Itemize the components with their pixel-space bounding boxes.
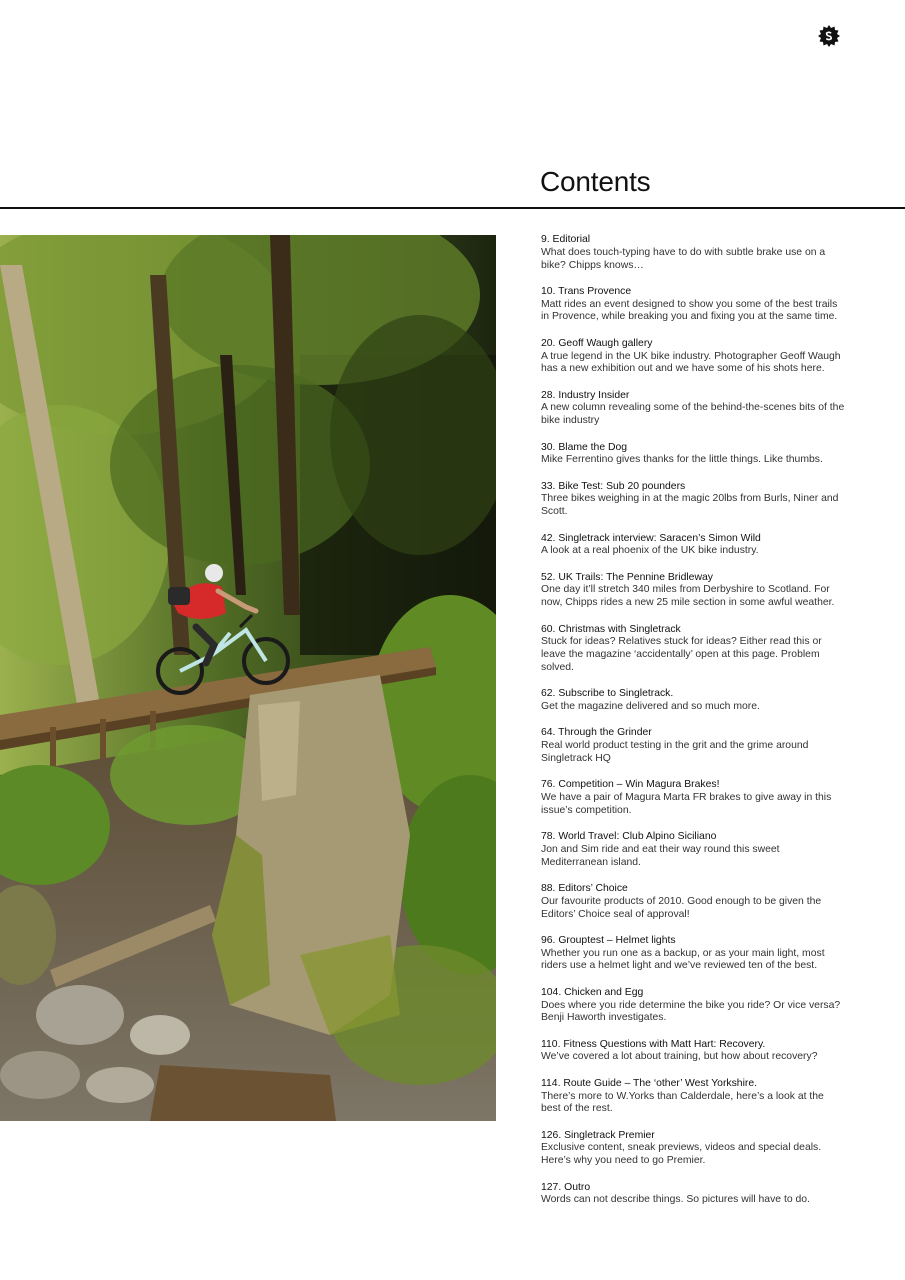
contents-entry[interactable]	[541, 987, 846, 1025]
entry-heading: 52. UK Trails: The Pennine Bridleway	[541, 571, 713, 583]
contents-entry[interactable]	[541, 1039, 846, 1065]
contents-entry[interactable]	[541, 624, 846, 675]
entry-heading: 104. Chicken and Egg	[541, 986, 644, 998]
entry-description: Whether you run one as a backup, or as your main light, most riders use a helmet light and we’ve reviewed ten of the best.	[541, 947, 825, 972]
title-divider	[0, 207, 905, 209]
entry-description: What does touch-typing have to do with subtle brake use on a bike? Chipps knows…	[541, 246, 826, 271]
entry-heading: 28. Industry Insider	[541, 389, 630, 401]
contents-list	[541, 234, 846, 1221]
entry-heading: 62. Subscribe to Singletrack.	[541, 688, 674, 700]
entry-description: Our favourite products of 2010. Good enough to be given the Editors’ Choice seal of approval!	[541, 895, 822, 920]
entry-heading: 60. Christmas with Singletrack	[541, 623, 681, 635]
entry-description: Stuck for ideas? Relatives stuck for ideas? Either read this or leave the magazine ‘accidentally’ open at this page. Problem solved.	[541, 636, 822, 673]
entry-heading: 110. Fitness Questions with Matt Hart: Recovery.	[541, 1038, 766, 1050]
entry-heading: 88. Editors’ Choice	[541, 882, 628, 894]
contents-entry[interactable]	[541, 727, 846, 765]
entry-description: We have a pair of Magura Marta FR brakes to give away in this issue’s competition.	[541, 792, 832, 816]
entry-heading: 30. Blame the Dog	[541, 441, 628, 453]
entry-description: Exclusive content, sneak previews, videos and special deals. Here’s why you need to go Premier.	[541, 1142, 822, 1167]
contents-entry[interactable]	[541, 779, 846, 817]
forest-biker-photo	[0, 235, 496, 1121]
page-title: Contents	[540, 166, 651, 197]
singletrack-logo-icon	[817, 24, 841, 48]
entry-description: A new column revealing some of the behind-the-scenes bits of the bike industry	[541, 402, 845, 427]
entry-description: Mike Ferrentino gives thanks for the little things. Like thumbs.	[541, 454, 823, 466]
contents-entry[interactable]	[541, 338, 846, 376]
contents-entry[interactable]	[541, 831, 846, 869]
entry-heading: 78. World Travel: Club Alpino Siciliano	[541, 831, 717, 843]
contents-entry[interactable]	[541, 533, 846, 559]
entry-heading: 64. Through the Grinder	[541, 727, 652, 739]
entry-heading: 20. Geoff Waugh gallery	[541, 337, 653, 349]
entry-heading: 9. Editorial	[541, 234, 591, 245]
entry-description: Words can not describe things. So pictures will have to do.	[541, 1194, 810, 1206]
entry-description: Three bikes weighing in at the magic 20lbs from Burls, Niner and Scott.	[541, 493, 839, 518]
contents-entry[interactable]	[541, 481, 846, 519]
contents-entry[interactable]	[541, 572, 846, 610]
entry-description: We’ve covered a lot about training, but how about recovery?	[541, 1051, 818, 1063]
contents-entry[interactable]	[541, 688, 846, 714]
entry-heading: 10. Trans Provence	[541, 285, 632, 297]
contents-entry[interactable]	[541, 883, 846, 921]
entry-description: Jon and Sim ride and eat their way round this sweet Mediterranean island.	[541, 843, 780, 868]
entry-description: Does where you ride determine the bike you ride? Or vice versa? Benji Haworth investigates.	[541, 999, 841, 1024]
entry-heading: 42. Singletrack interview: Saracen’s Simon Wild	[541, 532, 761, 544]
contents-entry[interactable]	[541, 234, 846, 272]
entry-description: There’s more to W.Yorks than Calderdale, here’s a look at the best of the rest.	[541, 1090, 824, 1115]
contents-entry[interactable]	[541, 1078, 846, 1116]
contents-entry[interactable]	[541, 442, 846, 468]
entry-heading: 114. Route Guide – The ‘other’ West Yorkshire.	[541, 1077, 758, 1089]
entry-heading: 96. Grouptest – Helmet lights	[541, 934, 676, 946]
entry-description: Get the magazine delivered and so much more.	[541, 701, 760, 713]
entry-description: A true legend in the UK bike industry. Photographer Geoff Waugh has a new exhibition out and we have some of his shots here.	[541, 350, 841, 375]
entry-heading: 76. Competition – Win Magura Brakes!	[541, 779, 720, 791]
entry-heading: 33. Bike Test: Sub 20 pounders	[541, 480, 686, 492]
contents-entry[interactable]	[541, 935, 846, 973]
entry-heading: 126. Singletrack Premier	[541, 1129, 655, 1141]
entry-description: One day it’ll stretch 340 miles from Derbyshire to Scotland. For now, Chipps rides a new 25 mile section in some awful weather.	[541, 584, 835, 609]
contents-entry[interactable]	[541, 390, 846, 428]
contents-entry[interactable]	[541, 1182, 846, 1208]
entry-description: Matt rides an event designed to show you some of the best trails in Provence, while breaking you and fixing you at the same time.	[541, 298, 838, 323]
entry-description: Real world product testing in the grit and the grime around Singletrack HQ	[541, 740, 809, 764]
entry-heading: 127. Outro	[541, 1181, 591, 1193]
entry-description: A look at a real phoenix of the UK bike industry.	[541, 545, 759, 557]
contents-entry[interactable]	[541, 1130, 846, 1168]
contents-entry[interactable]	[541, 286, 846, 324]
